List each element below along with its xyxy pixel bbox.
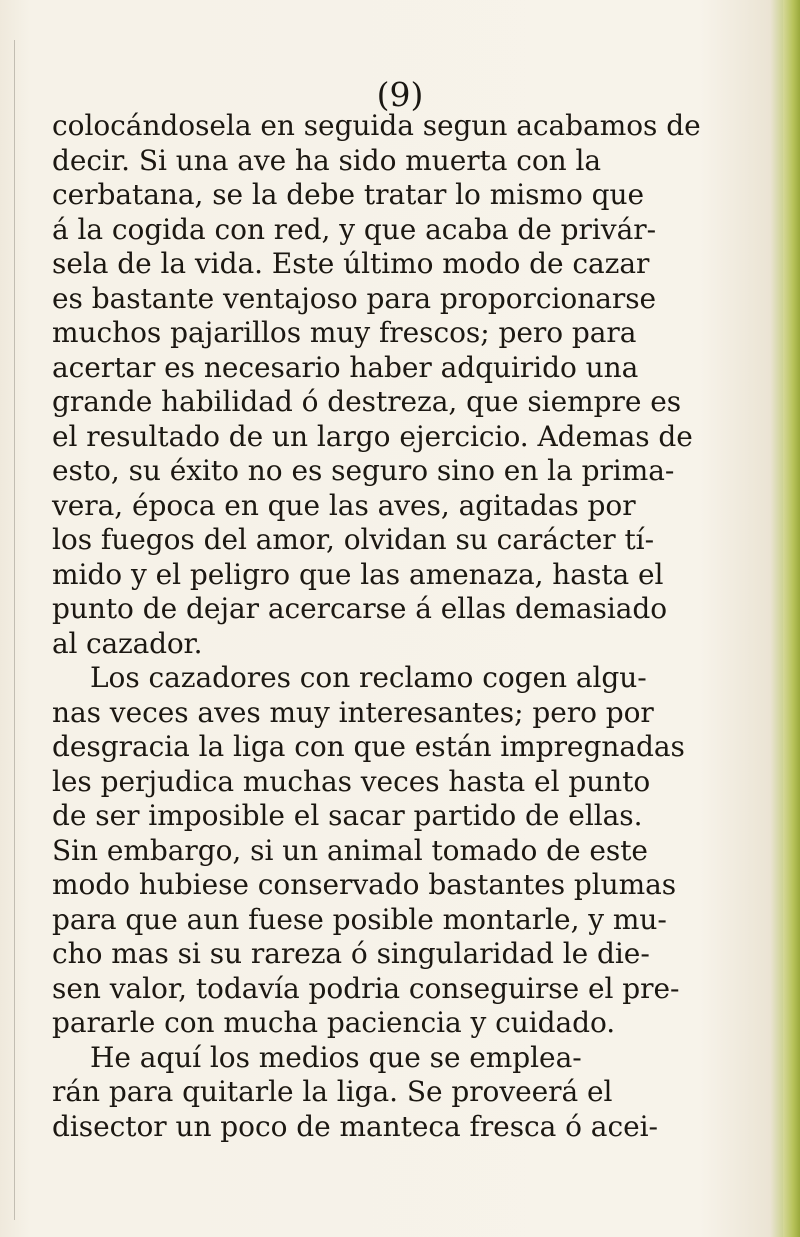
- text-line: para que aun fuese posible montarle, y mu-: [52, 902, 667, 936]
- text-line: esto, su éxito no es seguro sino en la prima-: [52, 454, 675, 487]
- text-line: les perjudica muchas veces hasta el punto: [52, 764, 651, 798]
- text-line: pararle con mucha paciencia y cuidado.: [52, 1006, 616, 1039]
- text-line: el resultado de un largo ejercicio. Ademas de: [52, 419, 693, 453]
- text-line: He aquí los medios que se emplea-: [90, 1040, 582, 1074]
- text-line: sela de la vida. Este último modo de cazar: [52, 247, 650, 280]
- page-binding-shadow: [14, 40, 15, 1220]
- text-line: cho mas si su rareza ó singularidad le die-: [52, 937, 650, 970]
- text-line: muchos pajarillos muy frescos; pero para: [52, 316, 637, 349]
- text-line: cerbatana, se la debe tratar lo mismo que: [52, 178, 644, 211]
- text-line: disector un poco de manteca fresca ó acei-: [52, 1109, 658, 1143]
- text-line: al cazador.: [52, 626, 203, 660]
- text-line: grande habilidad ó destreza, que siempre es: [52, 385, 682, 418]
- text-line: mido y el peligro que las amenaza, hasta el: [52, 557, 664, 591]
- text-line: desgracia la liga con que están impregnadas: [52, 730, 685, 763]
- text-line: rán para quitarle la liga. Se proveerá el: [52, 1075, 613, 1108]
- text-line: nas veces aves muy interesantes; pero por: [52, 695, 654, 729]
- page-edge: [783, 0, 800, 1237]
- text-line: Sin embargo, si un animal tomado de este: [52, 833, 648, 867]
- text-line: es bastante ventajoso para proporcionarse: [52, 281, 657, 315]
- text-line: sen valor, todavía podria conseguirse el pre-: [52, 971, 680, 1005]
- page-body-text: [52, 109, 752, 1144]
- text-line: Los cazadores con reclamo cogen algu-: [90, 661, 647, 694]
- text-line: punto de dejar acercarse á ellas demasiado: [52, 592, 668, 625]
- text-line: modo hubiese conservado bastantes plumas: [52, 868, 677, 901]
- text-line: vera, época en que las aves, agitadas por: [52, 488, 636, 522]
- text-line: acertar es necesario haber adquirido una: [52, 350, 639, 384]
- text-line: de ser imposible el sacar partido de ellas.: [52, 799, 643, 832]
- text-line: colocándosela en seguida segun acabamos de: [52, 109, 701, 142]
- text-line: á la cogida con red, y que acaba de privár-: [52, 212, 656, 246]
- text-line: decir. Si una ave ha sido muerta con la: [52, 143, 602, 177]
- text-line: los fuegos del amor, olvidan su carácter tí-: [52, 523, 655, 556]
- page-number: (9): [376, 75, 424, 114]
